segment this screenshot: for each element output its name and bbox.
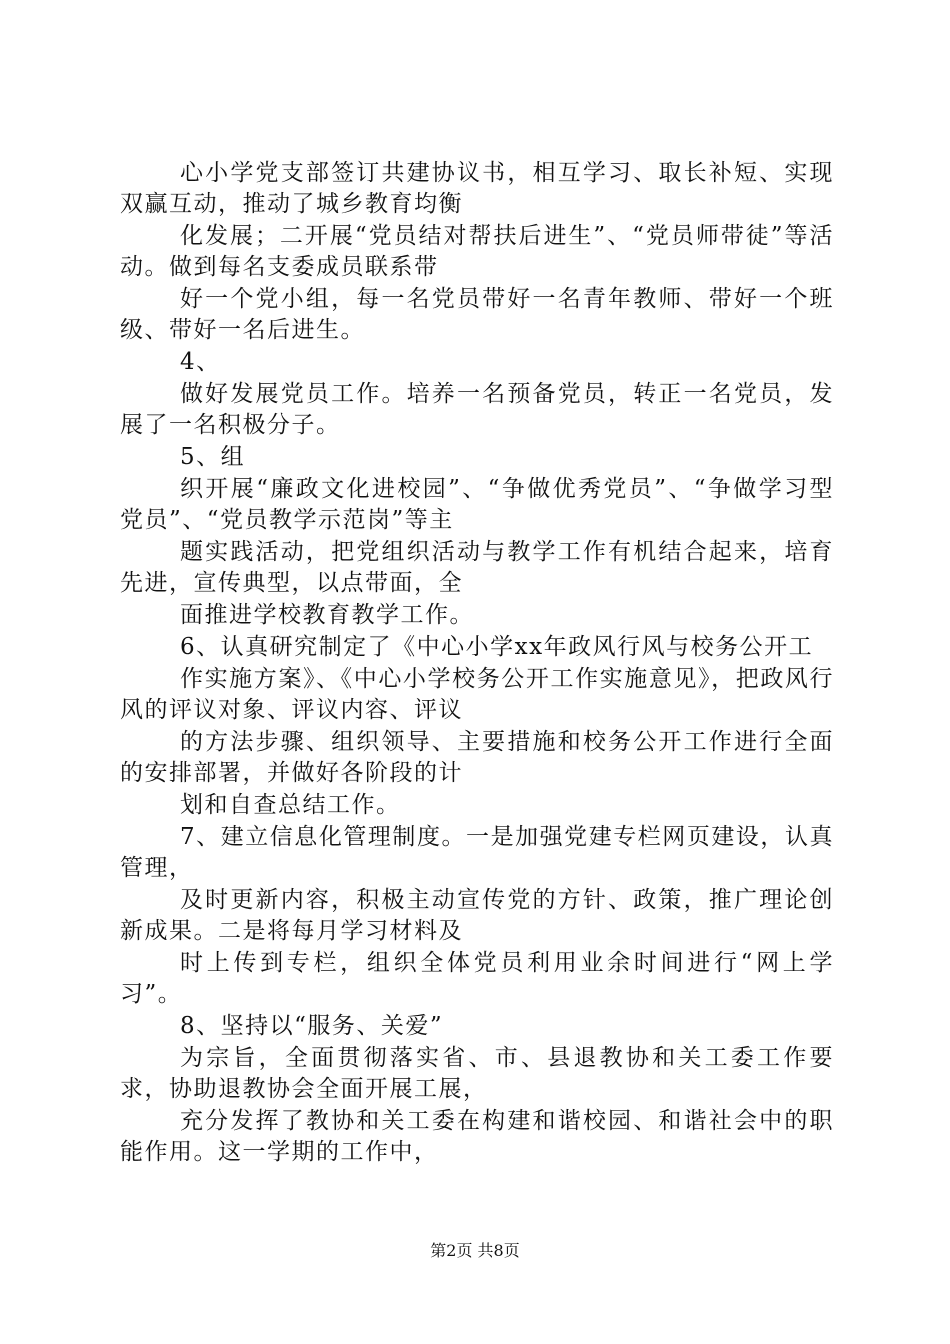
paragraph: 为宗旨，全面贯彻落实省、市、县退教协和关工委工作要求，协助退教协会全面开展工展， — [120, 1045, 834, 1102]
paragraph: 时上传到专栏，组织全体党员利用业余时间进行“网上学习”。 — [120, 950, 834, 1007]
paragraph: 7、建立信息化管理制度。一是加强党建专栏网页建设，认真管理， — [120, 824, 834, 881]
paragraph: 8、坚持以“服务、关爱” — [180, 1013, 444, 1039]
paragraph: 充分发挥了教协和关工委在构建和谐校园、和谐社会中的职能作用。这一学期的工作中， — [120, 1108, 834, 1165]
paragraph: 做好发展党员工作。培养一名预备党员，转正一名党员，发展了一名积极分子。 — [120, 381, 834, 438]
paragraph: 及时更新内容，积极主动宣传党的方针、政策，推广理论创新成果。二是将每月学习材料及 — [120, 887, 834, 944]
page-footer: 第2页 共8页 — [430, 1241, 520, 1260]
paragraph: 的方法步骤、组织领导、主要措施和校务公开工作进行全面的安排部署，并做好各阶段的计 — [120, 729, 834, 786]
paragraph: 好一个党小组，每一名党员带好一名青年教师、带好一个班级、带好一名后进生。 — [120, 286, 834, 343]
paragraph: 4、 — [180, 349, 221, 375]
paragraph: 题实践活动，把党组织活动与教学工作有机结合起来，培育先进，宣传典型，以点带面，全 — [120, 539, 834, 596]
paragraph: 作实施方案》、《中心小学校务公开工作实施意见》，把政风行风的评议对象、评议内容、评议 — [120, 666, 834, 723]
paragraph: 5、组 — [180, 444, 246, 470]
paragraph: 6、认真研究制定了《中心小学xx年政风行风与校务公开工 — [180, 634, 814, 660]
paragraph: 心小学党支部签订共建协议书，相互学习、取长补短、实现双赢互动，推动了城乡教育均衡 — [120, 160, 834, 217]
document-body — [120, 158, 834, 1169]
paragraph: 面推进学校教育教学工作。 — [180, 602, 474, 628]
paragraph: 化发展；二开展“党员结对帮扶后进生”、“党员师带徒”等活动。做到每名支委成员联系带 — [120, 223, 834, 280]
paragraph: 织开展“廉政文化进校园”、“争做优秀党员”、“争做学习型党员”、“党员教学示范岗”等主 — [120, 476, 834, 533]
paragraph: 划和自查总结工作。 — [180, 792, 401, 818]
